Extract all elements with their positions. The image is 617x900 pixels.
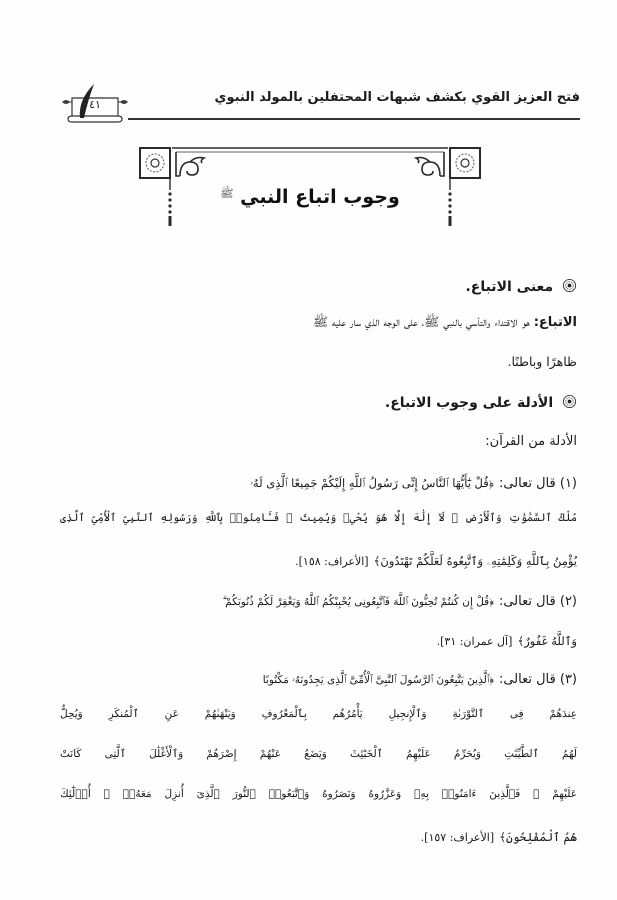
definition-line — [60, 314, 577, 333]
evidence-2-verse-1: ﴿قُلْ إِن كُنتُمْ تُحِبُّونَ ٱللَّهَ فَٱتَّبِعُونِى يُحْبِبْكُمُ ٱللَّهُ وَيَغْفِرْ لَكُمْ ذُنُوبَكُمْ ۗ — [222, 596, 494, 608]
evidence-3-reference: [الأعراف: ١٥٧]. — [420, 831, 495, 844]
chapter-title-text: وجوب اتباع النبي — [240, 186, 400, 208]
definition-text: هو الاقتداء والتأسي بالنبي ﷺ، على الوجه الذي سار عليه ﷺ — [312, 314, 530, 329]
evidence-3-label: (٣) قال تعالى: — [498, 672, 577, 687]
book-title: فتح العزيز القوي بكشف شبهات المحتفلين بالمولد النبوي — [214, 90, 580, 105]
evidence-1-verse-3: يُؤْمِنُ بِٱللَّهِ وَكَلِمَٰتِهِۦ وَٱتَّبِعُوهُ لَعَلَّكُمْ تَهْتَدُونَ﴾ — [373, 554, 577, 568]
definition-end: ظاهرًا وباطنًا. — [507, 354, 577, 369]
chapter-heading-frame — [138, 146, 482, 228]
evidence-1-line-1 — [60, 472, 577, 491]
evidence-2-reference: [آل عمران: ٣١]. — [436, 635, 513, 648]
page-number: ٤١ — [89, 98, 101, 111]
quran-heading: الأدلة من القرآن: — [485, 434, 577, 449]
honorific-glyph: ﷺ — [220, 187, 234, 200]
flower-bullet-icon — [562, 278, 577, 293]
evidence-1-reference: [الأعراف: ١٥٨]. — [295, 555, 369, 568]
evidence-2-verse-2: وَٱللَّهُ غَفُورٌ﴾ — [517, 634, 577, 648]
evidence-1-verse-2: مُلْكُ ٱلسَّمَٰوَٰتِ وَٱلْأَرْضِ ۖ لَآ إِلَٰهَ إِلَّا هُوَ يُحْىِۦ وَيُمِيتُ ۖ فَـَٔامِنُوا۟ بِٱللَّهِ وَرَسُولِهِ ٱلنَّبِىِّ ٱلْأُمِّىِّ ٱلَّذِى — [60, 512, 577, 524]
evidence-2-line-2 — [60, 630, 577, 649]
evidence-3-verse-1: ﴿ٱلَّذِينَ يَتَّبِعُونَ ٱلرَّسُولَ ٱلنَّبِىَّ ٱلْأُمِّىَّ ٱلَّذِى يَجِدُونَهُۥ مَكْتُوبًا — [262, 674, 494, 686]
evidence-3-line-5 — [60, 826, 577, 845]
flower-bullet-icon — [562, 394, 577, 409]
evidence-heading — [60, 394, 577, 411]
evidence-1-label: (١) قال تعالى: — [498, 476, 577, 491]
running-header — [60, 82, 580, 122]
evidence-3-line-1 — [60, 668, 577, 687]
definition-lead: الاتباع: — [533, 315, 577, 330]
evidence-3-verse-5: هُمُ ٱلْمُفْلِحُونَ﴾ — [499, 830, 577, 844]
evidence-2-line-1 — [60, 590, 577, 609]
header-rule — [128, 118, 580, 120]
evidence-2-label: (٢) قال تعالى: — [498, 594, 577, 609]
evidence-heading-text: الأدلة على وجوب الاتباع. — [384, 395, 554, 411]
evidence-3-verse-2: عِندَهُمْ فِى ٱلتَّوْرَىٰةِ وَٱلْإِنجِيلِ يَأْمُرُهُم بِٱلْمَعْرُوفِ وَيَنْهَىٰهُمْ عَنِ ٱلْمُنكَرِ وَيُحِلُّ — [60, 708, 577, 720]
evidence-3-verse-4: عَلَيْهِمْ ۚ فَٱلَّذِينَ ءَامَنُوا۟ بِهِۦ وَعَزَّرُوهُ وَنَصَرُوهُ وَٱتَّبَعُوا۟ ٱلنُّورَ ٱلَّذِىٓ أُنزِلَ مَعَهُۥٓ ۙ أُو۟لَٰٓئِكَ — [60, 788, 577, 800]
definition-end-line — [60, 354, 577, 369]
chapter-title — [178, 186, 442, 208]
meaning-heading — [60, 278, 577, 295]
evidence-1-line-3 — [60, 550, 577, 569]
meaning-heading-text: معنى الاتباع. — [465, 279, 554, 295]
evidence-1-verse-1: ﴿قُلْ يَٰٓأَيُّهَا ٱلنَّاسُ إِنِّى رَسُولُ ٱللَّهِ إِلَيْكُمْ جَمِيعًا ٱلَّذِى لَهُۥ — [250, 476, 494, 490]
evidence-3-verse-3: لَهُمُ ٱلطَّيِّبَٰتِ وَيُحَرِّمُ عَلَيْهِمُ ٱلْخَبَٰٓئِثَ وَيَضَعُ عَنْهُمْ إِصْرَهُمْ وَٱلْأَغْلَٰلَ ٱلَّتِى كَانَتْ — [60, 748, 577, 760]
